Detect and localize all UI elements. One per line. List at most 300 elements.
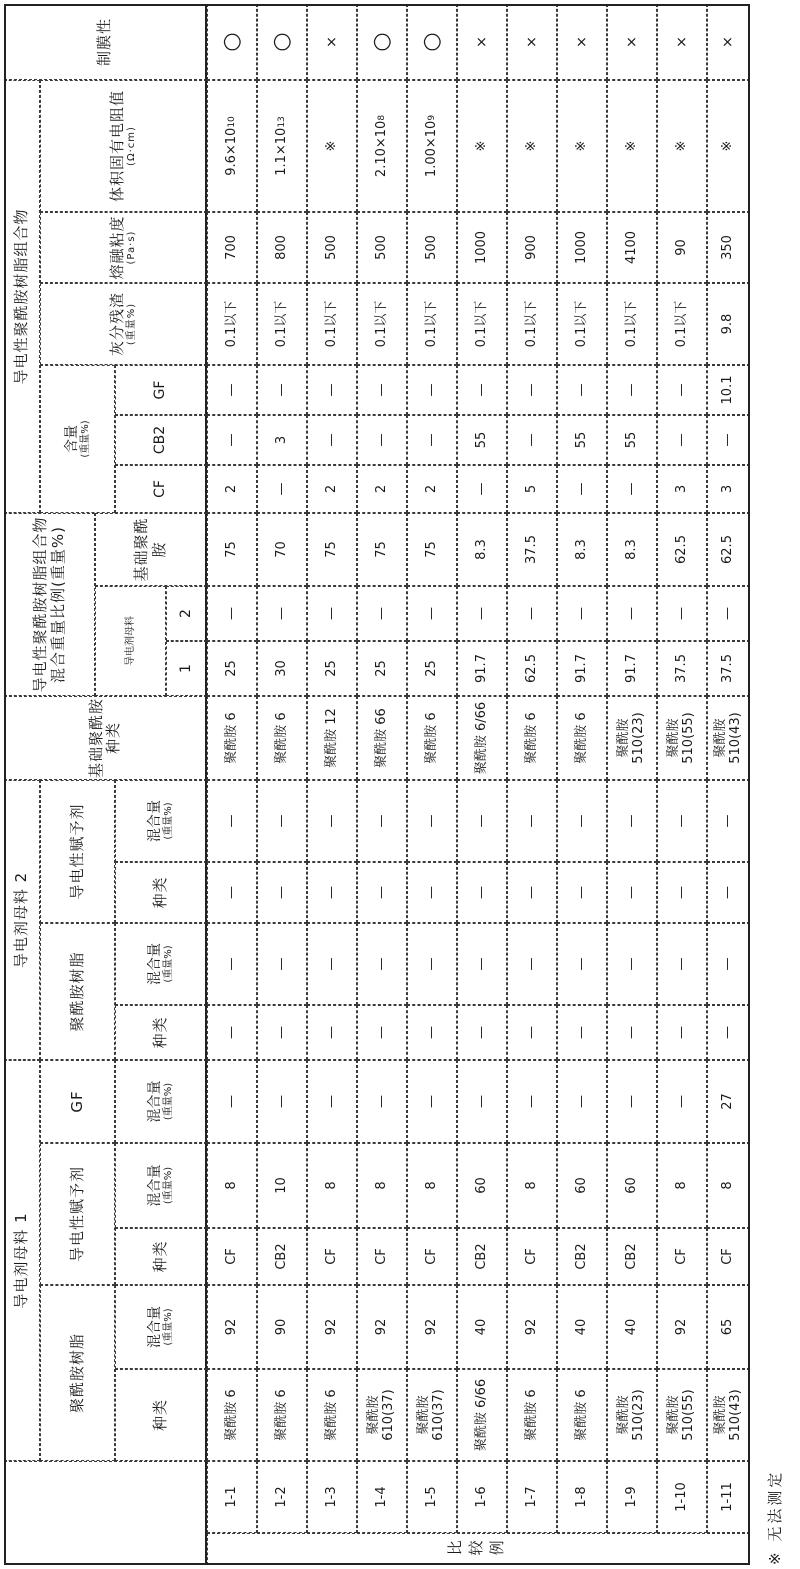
table-cell-content-cb2 [207,415,257,465]
content-cb2-value: — [673,433,689,447]
header-mb2-pa-amount [115,923,207,1005]
content-cb2-value: 55 [573,431,589,449]
table-cell-base-pa-type [307,696,357,780]
film-formability-value: × [673,36,690,48]
table-cell-example-id [657,1461,707,1533]
header-comp: 导电性聚酰胺树脂组合物 [4,80,40,513]
table-cell-ash-residue [407,283,457,365]
mix-mb1-value: 91.7 [473,654,489,683]
content-gf-value: — [373,383,389,397]
film-formability-value: × [720,36,737,48]
table-cell-mb2-cond-amount [307,780,357,862]
table-cell-mb1-cond-amount [207,1143,257,1228]
mb1-cond-type-value: CF [373,1248,389,1265]
mix-base-value: 75 [323,541,339,558]
header-content-cb2: CB2 [115,415,207,465]
table-cell-mix-base [557,513,607,586]
mb2-cond-type-value: — [423,886,439,899]
table-cell-mb1-cond-type [357,1228,407,1285]
mb2-cond-amount-value: — [523,814,539,828]
content-cb2-value: 3 [273,435,289,445]
mb1-pa-type-value: 聚酰胺 6 [273,1389,289,1441]
table-cell-content-gf [307,365,357,415]
mix-mb1-value: 25 [423,660,439,677]
table-cell-mix-mb1 [507,641,557,696]
melt-viscosity-value: 700 [223,235,239,260]
table-cell-mb1-pa-type [257,1369,307,1461]
example-id-value: 1-1 [223,1486,239,1508]
content-cf-value: 3 [673,484,689,494]
table-cell-melt-viscosity [457,212,507,283]
table-cell-mb1-cond-amount [307,1143,357,1228]
base-pa-type-value: 聚酰胺 510(55) [666,712,696,764]
mb1-pa-type-value: 聚酰胺 510(55) [666,1389,696,1441]
table-cell-film-formability [557,4,607,80]
table-cell-example-id [457,1461,507,1533]
mb1-cond-type-value: CF [423,1248,439,1265]
melt-viscosity-value: 1000 [473,230,489,265]
mb1-pa-amount-value: 40 [473,1318,489,1336]
table-cell-mb2-pa-type [407,1005,457,1060]
content-gf-value: 10.1 [720,375,736,405]
table-cell-mix-mb2 [257,586,307,641]
table-cell-content-cb2 [657,415,707,465]
header-base-pa-type: 基础聚酰胺种类 [4,696,207,780]
volume-resistivity-value: 9.6×10 [223,127,239,176]
table-cell-example-id [357,1461,407,1533]
mb2-pa-amount-value: — [573,957,589,971]
example-id-value: 1-10 [673,1482,689,1512]
table-cell-mb1-gf-amount [707,1060,750,1143]
header-ash [40,283,207,365]
mb1-pa-type-value: 聚酰胺 610(37) [416,1389,446,1441]
table-cell-mb2-pa-amount [307,923,357,1005]
header-mb1-pa-amount-label: 混合量 [146,1306,163,1348]
footnote: ※ 无法测定 [765,1469,784,1565]
mb1-pa-type-value: 聚酰胺 6 [323,1389,339,1441]
mix-mb2-value: — [423,607,439,620]
table-cell-mb1-cond-amount [707,1143,750,1228]
header-mb1-pa-amount-unit: (重量%) [162,1308,174,1346]
table-cell-ash-residue [707,283,750,365]
table-cell-mix-base [707,513,750,586]
melt-viscosity-value: 900 [523,235,539,260]
table-cell-mb1-pa-amount [657,1285,707,1369]
table-cell-content-gf [557,365,607,415]
base-pa-type-value: 聚酰胺 6 [223,712,239,764]
table-cell-content-gf [357,365,407,415]
table-cell-ash-residue [307,283,357,365]
table-cell-mb1-gf-amount [357,1060,407,1143]
table-cell-mix-mb1 [557,641,607,696]
mb1-pa-type-value: 聚酰胺 6 [523,1389,539,1441]
table-cell-film-formability [307,4,357,80]
table-cell-mb1-pa-amount [707,1285,750,1369]
mb1-pa-amount-value: 92 [673,1318,689,1336]
table-cell-mb1-cond-amount [407,1143,457,1228]
mb2-pa-amount-value: — [720,957,736,971]
table-cell-content-gf [257,365,307,415]
film-formability-value: ○ [369,32,395,52]
table-cell-mb1-pa-type [657,1369,707,1461]
table-cell-melt-viscosity [307,212,357,283]
content-cb2-value: — [323,433,339,447]
table-cell-content-cb2 [307,415,357,465]
volume-resistivity-value: 1.00×10 [423,120,439,178]
content-cb2-value: — [373,433,389,447]
ash-residue-value: 0.1以下 [423,300,439,348]
mb2-pa-type-value: — [423,1026,439,1039]
header-mb1-gf-amount [115,1060,207,1143]
table-cell-mb2-pa-type [357,1005,407,1060]
base-pa-type-value: 聚酰胺 66 [373,708,389,768]
table-cell-mix-mb2 [557,586,607,641]
table-cell-mb2-pa-type [557,1005,607,1060]
mb1-gf-amount-value: — [573,1095,589,1108]
table-cell-content-gf [207,365,257,415]
content-cf-value: — [573,482,589,496]
table-cell-ash-residue [657,283,707,365]
example-id-value: 1-2 [273,1486,289,1508]
table-cell-melt-viscosity [557,212,607,283]
table-cell-mix-mb1 [607,641,657,696]
header-mb2-pa-amount-label: 混合量 [146,943,163,985]
mb1-pa-amount-value: 92 [423,1318,439,1336]
table-cell-film-formability [407,4,457,80]
table-cell-mix-mb2 [657,586,707,641]
mb1-cond-type-value: CF [323,1248,339,1265]
table-cell-mb1-pa-type [307,1369,357,1461]
mix-mb2-value: — [373,607,389,620]
table-cell-ash-residue [457,283,507,365]
header-resist-unit: (Ω·cm) [125,126,137,166]
content-cf-value: 2 [223,484,239,494]
header-mix-base: 基础聚酰胺 [95,513,207,586]
table-cell-mb1-cond-amount [457,1143,507,1228]
film-formability-value: ○ [269,32,295,52]
table-cell-mb2-cond-type [457,862,507,923]
table-cell-mix-mb1 [257,641,307,696]
mb1-cond-type-value: CF [223,1248,239,1265]
header-mb1-cond-amount-unit: (重量%) [162,1166,174,1205]
header-mb1-cond-amount-label: 混合量 [146,1164,163,1207]
mb2-cond-type-value: — [223,886,239,899]
table-cell-film-formability [207,4,257,80]
table-cell-mb2-pa-amount [507,923,557,1005]
content-cf-value: 2 [423,484,439,494]
content-gf-value: — [523,383,539,397]
mb1-pa-amount-value: 90 [273,1318,289,1336]
mb2-cond-type-value: — [673,886,689,899]
content-cf-value: 3 [720,484,736,494]
base-pa-type-value: 聚酰胺 12 [323,708,339,768]
table-cell-mb1-cond-type [407,1228,457,1285]
mb2-pa-type-value: — [623,1026,639,1039]
table-cell-mb1-pa-type [457,1369,507,1461]
ash-residue-value: 0.1以下 [373,300,389,348]
mix-base-value: 8.3 [473,539,489,560]
mb2-pa-amount-value: — [273,957,289,971]
table-cell-volume-resistivity [407,80,457,212]
content-cb2-value: 55 [473,431,489,449]
table-cell-mb1-gf-amount [207,1060,257,1143]
table-cell-mix-mb2 [607,586,657,641]
table-cell-base-pa-type [607,696,657,780]
mix-mb1-value: 62.5 [523,654,539,683]
table-cell-mb1-gf-amount [407,1060,457,1143]
mb2-cond-amount-value: — [373,814,389,828]
table-cell-content-cb2 [507,415,557,465]
table-cell-mb2-cond-amount [507,780,557,862]
mix-mb1-value: 37.5 [720,654,736,683]
table-cell-mb2-cond-type [707,862,750,923]
mb1-pa-type-value: 聚酰胺 6/66 [473,1378,489,1452]
content-gf-value: — [423,383,439,397]
base-pa-type-value: 聚酰胺 510(23) [616,712,646,764]
mb1-cond-amount-value: 8 [720,1181,736,1190]
table-cell-mb2-cond-amount [557,780,607,862]
mb1-cond-type-value: CB2 [273,1243,289,1270]
table-cell-mix-base [457,513,507,586]
table-cell-mb1-pa-type [507,1369,557,1461]
table-cell-mb2-cond-amount [607,780,657,862]
header-mb1-pa: 聚酰胺树脂 [40,1285,115,1461]
table-cell-content-cf [557,465,607,513]
mix-base-value: 62.5 [720,535,736,564]
ash-residue-value: 0.1以下 [673,300,689,348]
content-gf-value: — [273,383,289,397]
table-cell-content-cb2 [457,415,507,465]
mb1-pa-type-value: 聚酰胺 510(23) [616,1389,646,1441]
table-cell-mb1-pa-type [407,1369,457,1461]
ash-residue-value: 0.1以下 [273,300,289,348]
mix-base-value: 37.5 [523,535,539,564]
table-cell-base-pa-type [557,696,607,780]
content-cf-value: 2 [373,484,389,494]
table-cell-mb2-pa-type [607,1005,657,1060]
table-cell-mb1-pa-type [607,1369,657,1461]
header-visc-label: 熔融粘度 [107,215,126,280]
corner-blank [4,1461,207,1565]
content-gf-value: — [223,383,239,397]
melt-viscosity-value: 500 [373,235,389,260]
mb1-gf-amount-value: — [223,1095,239,1108]
film-formability-value: × [523,36,540,48]
mb1-cond-type-value: CB2 [573,1243,589,1270]
table-cell-mb2-cond-type [207,862,257,923]
header-mb2-cond-amount [115,780,207,862]
mix-mb2-value: — [673,607,689,620]
mb1-cond-type-value: CB2 [473,1243,489,1270]
mb1-gf-amount-value: — [273,1095,289,1108]
volume-resistivity-value: ※ [473,140,489,152]
table-cell-base-pa-type [407,696,457,780]
table-cell-mb2-pa-amount [607,923,657,1005]
film-formability-value: × [323,36,340,48]
film-formability-value: × [623,36,640,48]
film-formability-value: × [473,36,490,48]
mb2-cond-type-value: — [720,886,736,899]
table-cell-mix-mb2 [357,586,407,641]
mb2-cond-amount-value: — [473,814,489,828]
table-cell-content-cb2 [407,415,457,465]
mb1-cond-amount-value: 8 [323,1181,339,1190]
mb2-pa-type-value: — [373,1026,389,1039]
table-cell-base-pa-type [257,696,307,780]
volume-resistivity-value: ※ [623,140,639,152]
table-cell-mb1-pa-amount [307,1285,357,1369]
mb1-gf-amount-value: — [473,1095,489,1108]
content-cb2-value: — [423,433,439,447]
example-id-value: 1-8 [573,1486,589,1508]
table-cell-ash-residue [257,283,307,365]
volume-resistivity-value: 1.1×10 [273,127,289,176]
table-cell-mix-mb1 [657,641,707,696]
header-mb2-cond-amount-label: 混合量 [146,800,163,842]
table-cell-base-pa-type [207,696,257,780]
base-pa-type-value: 聚酰胺 6 [573,712,589,764]
mb1-cond-type-value: CB2 [623,1243,639,1270]
header-visc-unit: (Pa·s) [125,230,137,265]
table-cell-mb1-cond-amount [257,1143,307,1228]
header-mb1-pa-amount [115,1285,207,1369]
table-cell-volume-resistivity [657,80,707,212]
header-mb2-pa: 聚酰胺树脂 [40,923,115,1060]
mix-base-value: 75 [423,541,439,558]
melt-viscosity-value: 1000 [573,230,589,265]
table-cell-mb1-gf-amount [507,1060,557,1143]
mb2-cond-amount-value: — [720,814,736,828]
table-cell-mb1-gf-amount [307,1060,357,1143]
mb1-pa-type-value: 聚酰胺 610(37) [366,1389,396,1441]
table-cell-film-formability [707,4,750,80]
header-content [40,365,115,513]
mb1-cond-type-value: CF [720,1248,736,1265]
table-cell-mb1-cond-type [657,1228,707,1285]
table-cell-mix-base [507,513,557,586]
table-cell-film-formability [507,4,557,80]
header-mix-mb2: 2 [166,586,207,641]
table-cell-content-cf [357,465,407,513]
table-cell-melt-viscosity [607,212,657,283]
content-gf-value: — [323,383,339,397]
mb2-cond-type-value: — [523,886,539,899]
film-formability-value: ○ [419,32,445,52]
example-id-value: 1-3 [323,1486,339,1508]
table-cell-mb2-pa-amount [457,923,507,1005]
table-cell-mb1-gf-amount [257,1060,307,1143]
header-mb1-cond-type: 种类 [115,1228,207,1285]
table-cell-film-formability [357,4,407,80]
ash-residue-value: 0.1以下 [323,300,339,348]
table-cell-melt-viscosity [357,212,407,283]
table-cell-mix-base [307,513,357,586]
table-cell-mb2-cond-type [557,862,607,923]
table-cell-mb1-cond-type [207,1228,257,1285]
table-cell-content-cb2 [357,415,407,465]
volume-resistivity-value: ※ [673,140,689,152]
melt-viscosity-value: 4100 [623,230,639,265]
table-cell-volume-resistivity [207,80,257,212]
header-mb2-pa-type: 种类 [115,1005,207,1060]
content-cf-value: — [273,482,289,496]
table-cell-example-id [407,1461,457,1533]
mix-mb1-value: 91.7 [623,654,639,683]
mb1-cond-amount-value: 8 [673,1181,689,1190]
mix-mb1-value: 25 [223,660,239,677]
mb2-cond-amount-value: — [223,814,239,828]
mb2-cond-amount-value: — [423,814,439,828]
table-cell-content-cf [307,465,357,513]
table-cell-mb1-gf-amount [657,1060,707,1143]
table-cell-mb2-cond-amount [357,780,407,862]
table-cell-mb1-pa-amount [607,1285,657,1369]
table-cell-base-pa-type [707,696,750,780]
table-cell-content-cf [607,465,657,513]
header-visc [40,212,207,283]
mix-mb1-value: 30 [273,660,289,677]
film-formability-value: ○ [219,32,245,52]
table-cell-mb2-cond-amount [257,780,307,862]
table-cell-mix-mb2 [207,586,257,641]
volume-resistivity-value: ※ [720,140,736,152]
mb2-cond-type-value: — [373,886,389,899]
content-gf-value: — [573,383,589,397]
mb1-cond-amount-value: 10 [273,1177,289,1194]
content-cf-value: — [623,482,639,496]
example-id-value: 1-9 [623,1486,639,1508]
table-cell-film-formability [657,4,707,80]
mb1-gf-amount-value: — [423,1095,439,1108]
mb1-pa-amount-value: 92 [323,1318,339,1336]
mb1-cond-amount-value: 8 [373,1181,389,1190]
volume-resistivity-value: ※ [523,140,539,152]
table-cell-mix-mb2 [307,586,357,641]
table-cell-base-pa-type [457,696,507,780]
table-cell-example-id [507,1461,557,1533]
header-film: 制膜性 [4,4,207,80]
volume-resistivity-value: ※ [323,140,339,152]
mb1-cond-amount-value: 60 [473,1177,489,1194]
mb2-pa-amount-value: — [423,957,439,971]
mb2-cond-type-value: — [573,886,589,899]
mix-mb2-value: — [720,607,736,620]
mb1-cond-type-value: CF [673,1248,689,1265]
header-ash-label: 灰分残渣 [107,292,126,357]
table-cell-mb2-pa-type [257,1005,307,1060]
table-cell-mix-mb1 [357,641,407,696]
content-gf-value: — [623,383,639,397]
mix-mb2-value: — [573,607,589,620]
table-cell-volume-resistivity [707,80,750,212]
table-cell-ash-residue [557,283,607,365]
table-cell-film-formability [257,4,307,80]
volume-resistivity-value: 2.10×10 [373,120,389,178]
table-cell-volume-resistivity [507,80,557,212]
content-gf-value: — [473,383,489,397]
table-cell-mb2-cond-amount [457,780,507,862]
base-pa-type-value: 聚酰胺 6 [523,712,539,764]
table-cell-content-cf [707,465,750,513]
mb1-pa-type-value: 聚酰胺 510(43) [712,1389,743,1441]
table-cell-mb1-cond-amount [357,1143,407,1228]
table-cell-mix-base [207,513,257,586]
table-cell-mb1-cond-type [507,1228,557,1285]
table-cell-mb1-pa-type [707,1369,750,1461]
table-cell-content-gf [657,365,707,415]
mb2-pa-type-value: — [573,1026,589,1039]
table-cell-volume-resistivity [307,80,357,212]
